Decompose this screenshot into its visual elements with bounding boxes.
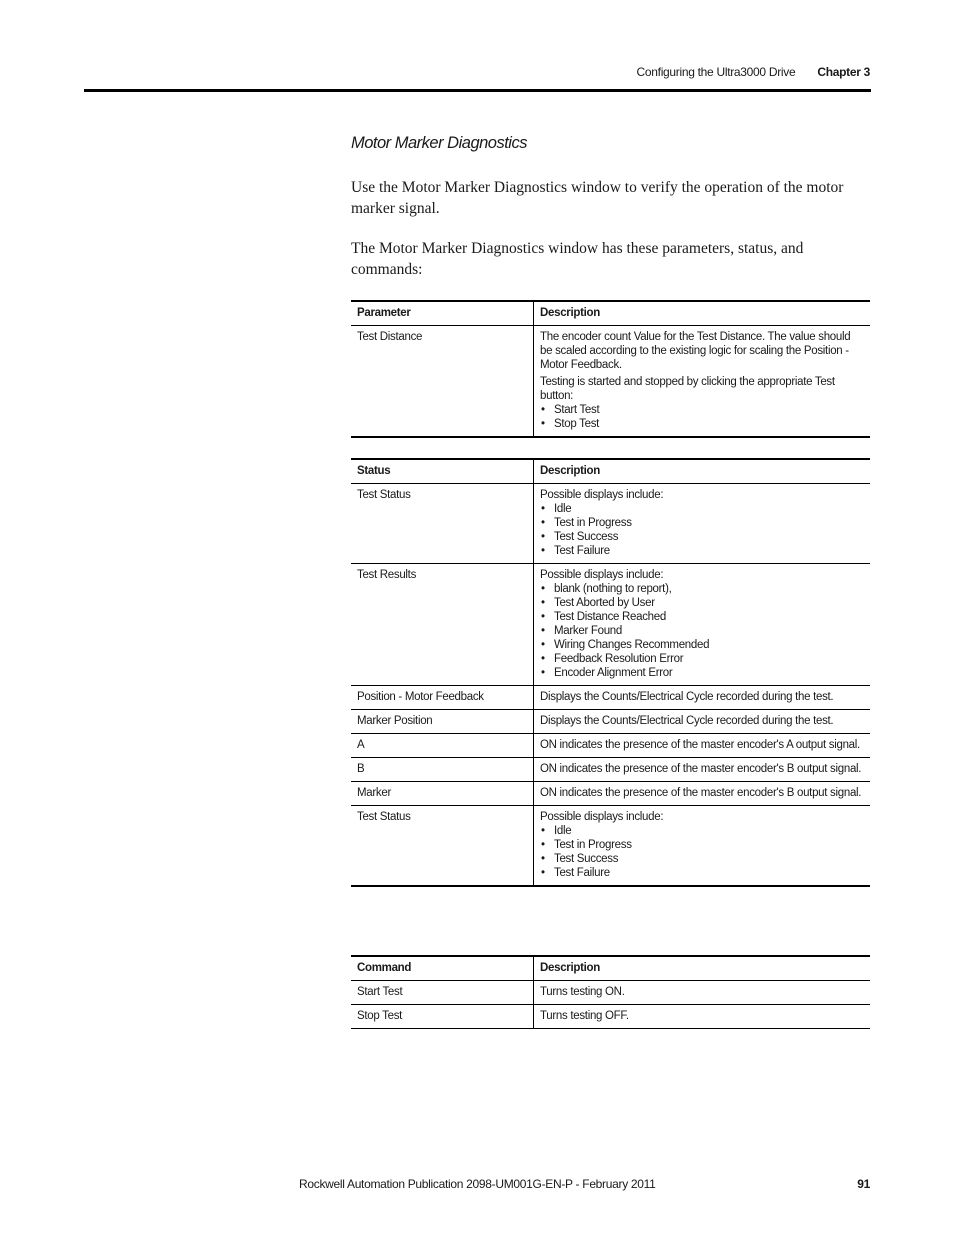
table-header-row	[351, 301, 870, 326]
status-name: Marker Position	[351, 710, 534, 734]
table-row	[351, 326, 870, 438]
running-header-title: Configuring the Ultra3000 Drive	[636, 65, 796, 79]
list-item: • Stop Test	[540, 417, 864, 431]
description-text: Possible displays include:	[540, 811, 664, 823]
list-item: • Test Distance Reached	[540, 610, 864, 624]
table-header-row	[351, 459, 870, 484]
header-rule	[84, 89, 871, 92]
list-item: • blank (nothing to report),	[540, 582, 864, 596]
table-row	[351, 806, 870, 887]
description-text: Testing is started and stopped by clicking the appropriate Test button:	[540, 376, 835, 402]
status-description: ON indicates the presence of the master encoder's B output signal.	[534, 758, 871, 782]
bullet-list	[540, 824, 864, 880]
status-description: ON indicates the presence of the master encoder's B output signal.	[534, 782, 871, 806]
table-row	[351, 484, 870, 564]
column-header: Status	[351, 459, 534, 484]
bullet-list	[540, 502, 864, 558]
table-row	[351, 710, 870, 734]
parameter-table	[351, 300, 870, 438]
status-name: B	[351, 758, 534, 782]
table-row	[351, 564, 870, 686]
status-description: ON indicates the presence of the master encoder's A output signal.	[534, 734, 871, 758]
command-description: Turns testing OFF.	[534, 1005, 871, 1029]
description-text: Possible displays include:	[540, 569, 664, 581]
running-header	[637, 65, 870, 79]
status-table	[351, 458, 870, 887]
list-item: • Test Success	[540, 852, 864, 866]
list-item: • Test Aborted by User	[540, 596, 864, 610]
column-header: Command	[351, 956, 534, 981]
status-name: Position - Motor Feedback	[351, 686, 534, 710]
status-description	[534, 484, 871, 564]
list-item: • Test in Progress	[540, 516, 864, 530]
status-description	[534, 806, 871, 887]
list-item: • Encoder Alignment Error	[540, 666, 864, 680]
list-item: • Idle	[540, 824, 864, 838]
column-header: Parameter	[351, 301, 534, 326]
description-text: The encoder count Value for the Test Distance. The value should be scaled according to the existing logic for scaling the Position - Motor Feedback.	[540, 331, 851, 371]
status-name: A	[351, 734, 534, 758]
list-item: • Test Failure	[540, 866, 864, 880]
table-row	[351, 981, 870, 1005]
table-row	[351, 734, 870, 758]
table-row	[351, 782, 870, 806]
status-description: Displays the Counts/Electrical Cycle recorded during the test.	[534, 686, 871, 710]
list-item: • Test Success	[540, 530, 864, 544]
publication-info: Rockwell Automation Publication 2098-UM001G-EN-P - February 2011	[299, 1177, 656, 1191]
status-name: Marker	[351, 782, 534, 806]
list-item: • Start Test	[540, 403, 864, 417]
intro-paragraph: Use the Motor Marker Diagnostics window to verify the operation of the motor marker signal.	[351, 179, 844, 217]
list-item: • Test Failure	[540, 544, 864, 558]
description-text: Possible displays include:	[540, 489, 664, 501]
status-name: Test Results	[351, 564, 534, 686]
list-item: • Test in Progress	[540, 838, 864, 852]
command-description: Turns testing ON.	[534, 981, 871, 1005]
list-item: • Idle	[540, 502, 864, 516]
column-header: Description	[534, 459, 871, 484]
column-header: Description	[534, 301, 871, 326]
list-item: • Feedback Resolution Error	[540, 652, 864, 666]
status-name: Test Status	[351, 484, 534, 564]
section-heading: Motor Marker Diagnostics	[351, 134, 527, 152]
chapter-label: Chapter 3	[817, 65, 870, 79]
parameter-name: Test Distance	[351, 326, 534, 438]
parameter-description	[534, 326, 871, 438]
table-row	[351, 758, 870, 782]
summary-paragraph: The Motor Marker Diagnostics window has these parameters, status, and commands:	[351, 240, 804, 278]
table-row	[351, 686, 870, 710]
command-name: Start Test	[351, 981, 534, 1005]
command-table	[351, 955, 870, 1029]
page-number: 91	[857, 1177, 870, 1191]
column-header: Description	[534, 956, 871, 981]
status-description: Displays the Counts/Electrical Cycle recorded during the test.	[534, 710, 871, 734]
bullet-list	[540, 582, 864, 680]
list-item: • Wiring Changes Recommended	[540, 638, 864, 652]
command-name: Stop Test	[351, 1005, 534, 1029]
status-description	[534, 564, 871, 686]
status-name: Test Status	[351, 806, 534, 887]
table-row	[351, 1005, 870, 1029]
table-header-row	[351, 956, 870, 981]
bullet-list	[540, 403, 864, 431]
list-item: • Marker Found	[540, 624, 864, 638]
